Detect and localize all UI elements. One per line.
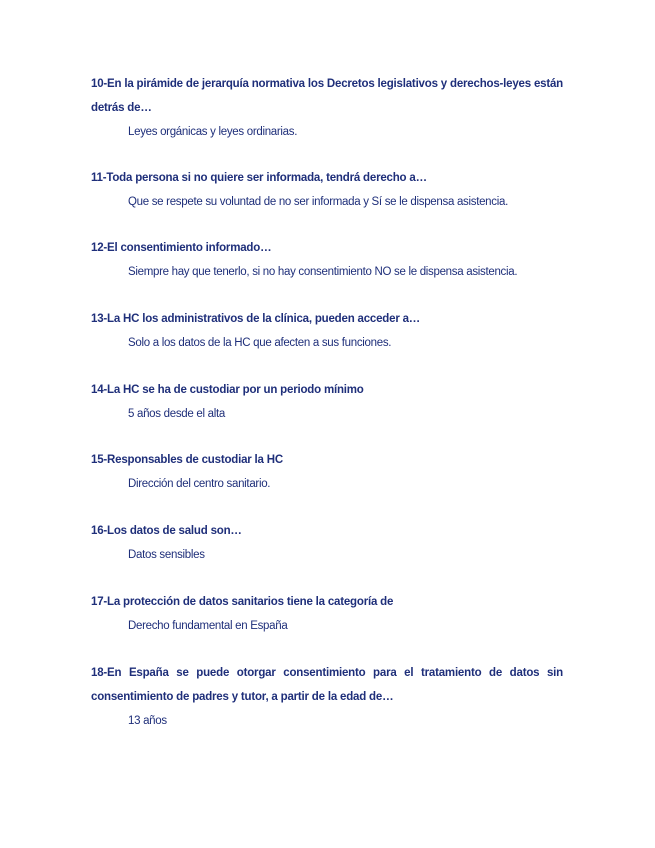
- answer-15: Dirección del centro sanitario.: [128, 478, 271, 490]
- qa-item-12: [91, 236, 563, 284]
- qa-item-15: [91, 448, 563, 496]
- qa-item-16: [91, 519, 563, 567]
- question-17: 17-La protección de datos sanitarios tiene la categoría de: [91, 596, 394, 608]
- answer-13: Solo a los datos de la HC que afecten a sus funciones.: [128, 337, 392, 349]
- answer-10: Leyes orgánicas y leyes ordinarias.: [128, 126, 298, 138]
- qa-item-11: [91, 166, 563, 214]
- question-12: 12-El consentimiento informado…: [91, 242, 272, 254]
- question-11: 11-Toda persona si no quiere ser informada, tendrá derecho a…: [91, 172, 427, 184]
- question-14: 14-La HC se ha de custodiar por un periodo mínimo: [91, 384, 364, 396]
- answer-17: Derecho fundamental en España: [128, 620, 288, 632]
- qa-item-13: [91, 307, 563, 355]
- question-18: 18-En España se puede otorgar consentimiento para el tratamiento de datos sin consentimiento de padres y tutor, a partir de la edad de…: [91, 667, 563, 703]
- question-13: 13-La HC los administrativos de la clínica, pueden acceder a…: [91, 313, 421, 325]
- qa-item-17: [91, 590, 563, 638]
- question-15: 15-Responsables de custodiar la HC: [91, 454, 283, 466]
- answer-14: 5 años desde el alta: [128, 408, 225, 420]
- answer-11: Que se respete su voluntad de no ser informada y Sí se le dispensa asistencia.: [128, 196, 508, 208]
- answer-16: Datos sensibles: [128, 549, 205, 561]
- question-16: 16-Los datos de salud son…: [91, 525, 242, 537]
- answer-12: Siempre hay que tenerlo, si no hay consentimiento NO se le dispensa asistencia.: [128, 266, 518, 278]
- question-10: 10-En la pirámide de jerarquía normativa los Decretos legislativos y derechos-leyes están detrás de…: [91, 78, 563, 114]
- qa-item-10: [91, 72, 563, 144]
- answer-18: 13 años: [128, 715, 167, 727]
- qa-item-18: [91, 661, 563, 733]
- qa-item-14: [91, 378, 563, 426]
